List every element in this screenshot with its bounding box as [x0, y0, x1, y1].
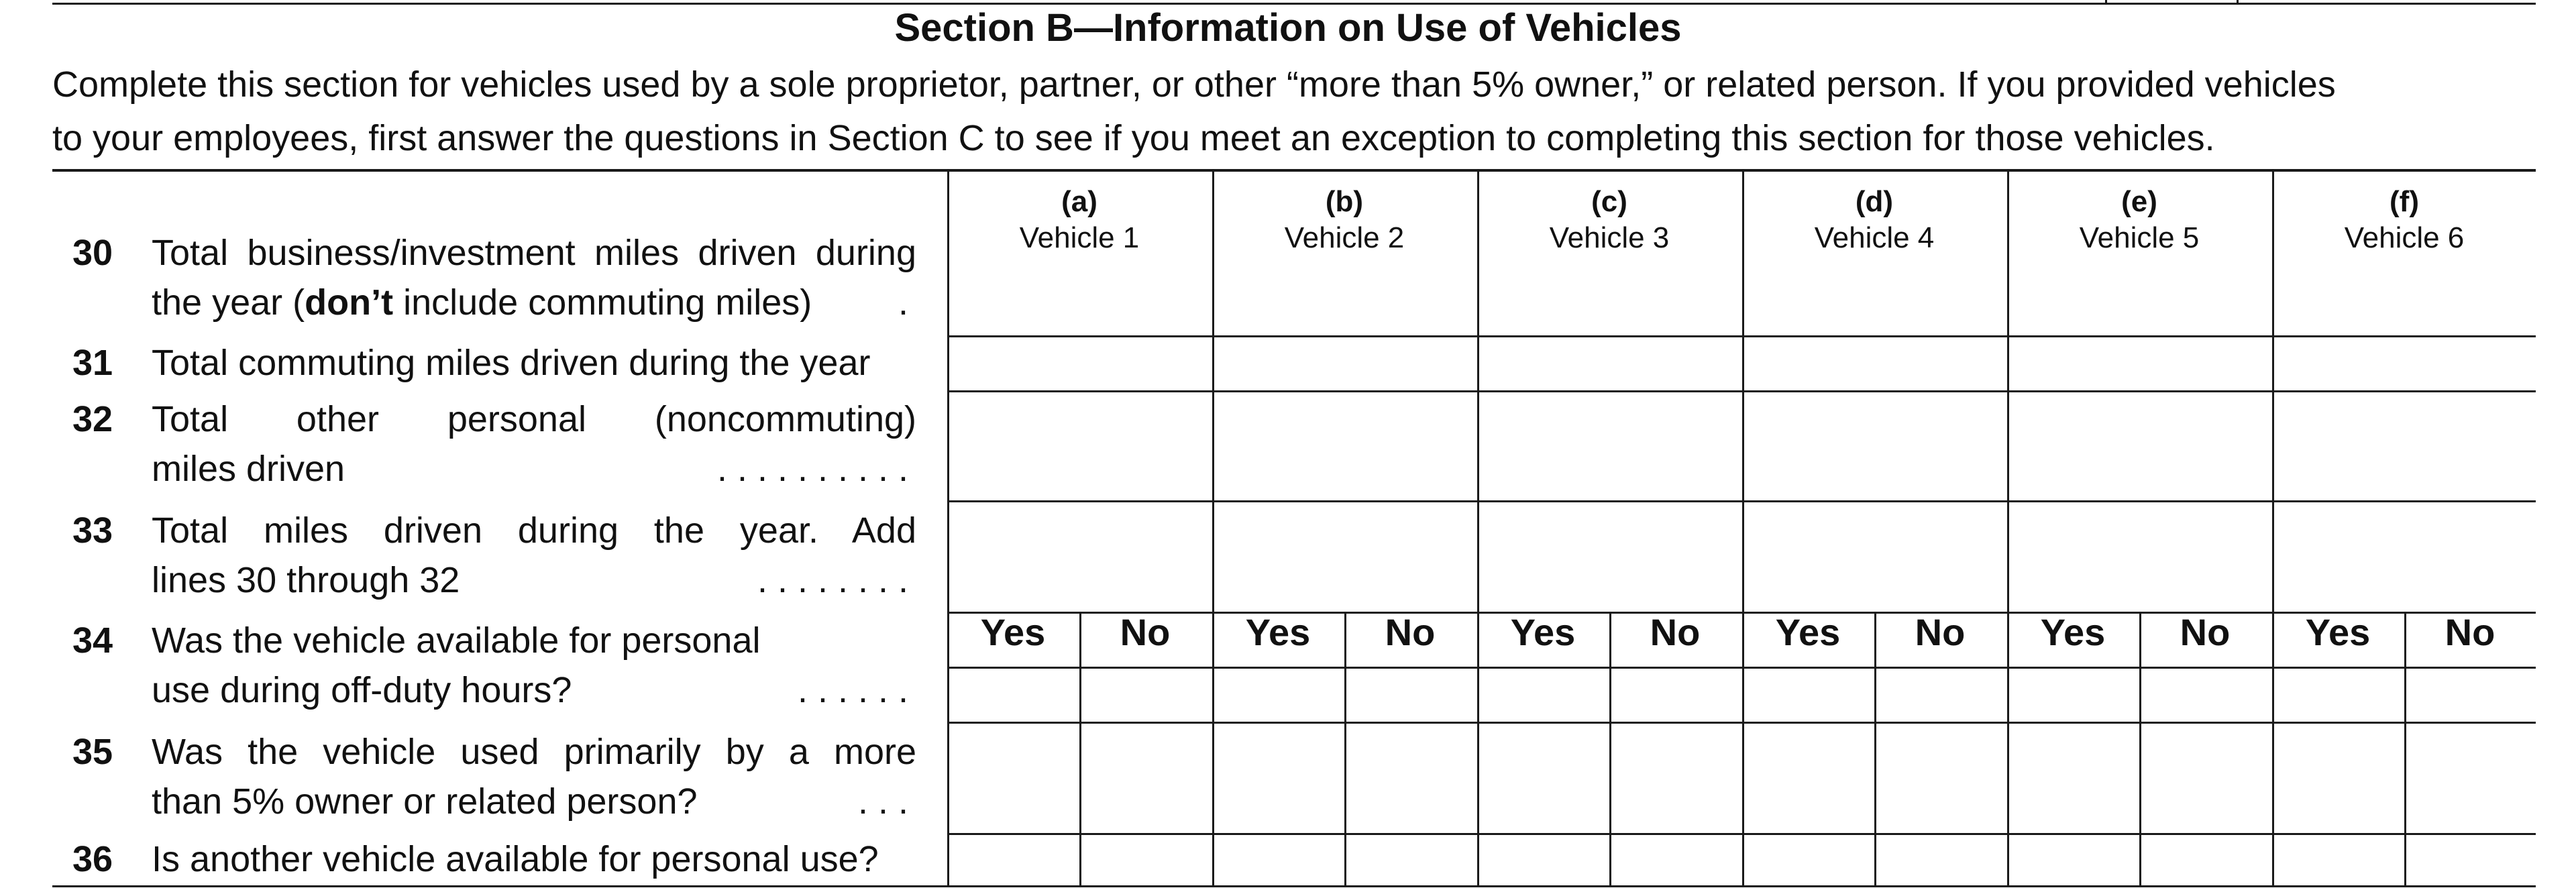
- checkbox-line-34-vehicle-6-no[interactable]: [2406, 669, 2536, 722]
- line-32-dots: . . . . . . . . . .: [716, 449, 908, 489]
- yes-label-b: Yes: [1245, 611, 1311, 653]
- no-label-c: No: [1650, 611, 1701, 653]
- line-number-36: 36: [72, 839, 113, 879]
- section-title: Section B—Information on Use of Vehicles: [894, 6, 1682, 50]
- checkbox-line-36-vehicle-4-yes[interactable]: [1744, 835, 1874, 885]
- entry-cell-line-33-vehicle-1[interactable]: [949, 502, 1212, 612]
- checkbox-line-35-vehicle-3-yes[interactable]: [1479, 724, 1609, 833]
- line-32-text-2: [152, 444, 916, 494]
- entry-cell-line-31-vehicle-4[interactable]: [1744, 337, 2007, 390]
- line-35-text-2: [152, 777, 916, 826]
- checkbox-line-36-vehicle-5-yes[interactable]: [2009, 835, 2139, 885]
- column-letter: (a): [1061, 185, 1097, 218]
- checkbox-line-36-vehicle-2-no[interactable]: [1346, 835, 1477, 885]
- line-35-text-2a: than 5% owner or related person?: [152, 781, 698, 822]
- top-tick-1: [2105, 0, 2107, 4]
- checkbox-line-35-vehicle-2-yes[interactable]: [1214, 724, 1344, 833]
- line-30-dots: .: [898, 282, 908, 323]
- line-35-dots: . . .: [857, 781, 908, 822]
- checkbox-line-35-vehicle-6-yes[interactable]: [2274, 724, 2404, 833]
- checkbox-line-34-vehicle-3-no[interactable]: [1611, 669, 1741, 722]
- checkbox-line-35-vehicle-3-no[interactable]: [1611, 724, 1741, 833]
- line-32-text-1: Total other personal (noncommuting): [152, 399, 916, 439]
- line-30-text-1: Total business/investment miles driven during: [152, 233, 916, 273]
- checkbox-line-34-vehicle-5-no[interactable]: [2141, 669, 2271, 722]
- line-33-text-2a: lines 30 through 32: [152, 560, 460, 600]
- entry-cell-line-33-vehicle-6[interactable]: [2274, 502, 2537, 612]
- entry-cell-line-32-vehicle-6[interactable]: [2274, 392, 2537, 500]
- entry-cell-line-33-vehicle-5[interactable]: [2009, 502, 2272, 612]
- line-number-33: 33: [72, 510, 113, 551]
- line-36-text: Is another vehicle available for personal use?: [152, 839, 879, 879]
- line-30-text-2a: the year (: [152, 282, 305, 323]
- line-30-emphasis: don’t: [305, 282, 394, 323]
- checkbox-line-35-vehicle-4-yes[interactable]: [1744, 724, 1874, 833]
- no-label-a: No: [1120, 611, 1171, 653]
- column-label: Vehicle 1: [1019, 221, 1140, 254]
- column-label: Vehicle 5: [2079, 221, 2200, 254]
- line-34-text-1: Was the vehicle available for personal: [152, 620, 761, 661]
- intro-line-2: to your employees, first answer the questions in Section C to see if you meet an exception to completing this section for those vehicles.: [52, 118, 2215, 158]
- checkbox-line-34-vehicle-4-no[interactable]: [1876, 669, 2006, 722]
- column-letter: (f): [2390, 185, 2419, 218]
- entry-cell-line-30-vehicle-3[interactable]: [1479, 172, 1742, 335]
- entry-cell-line-31-vehicle-2[interactable]: [1214, 337, 1477, 390]
- checkbox-line-36-vehicle-4-no[interactable]: [1876, 835, 2006, 885]
- checkbox-line-34-vehicle-3-yes[interactable]: [1479, 669, 1609, 722]
- column-letter: (c): [1591, 185, 1627, 218]
- checkbox-line-35-vehicle-1-no[interactable]: [1081, 724, 1212, 833]
- line-number-30: 30: [72, 233, 113, 273]
- entry-cell-line-31-vehicle-1[interactable]: [949, 337, 1212, 390]
- entry-cell-line-30-vehicle-4[interactable]: [1744, 172, 2007, 335]
- line-34-text-2a: use during off-duty hours?: [152, 670, 572, 710]
- column-letter: (e): [2121, 185, 2157, 218]
- entry-cell-line-32-vehicle-5[interactable]: [2009, 392, 2272, 500]
- entry-cell-line-30-vehicle-2[interactable]: [1214, 172, 1477, 335]
- yes-label-a: Yes: [980, 611, 1046, 653]
- checkbox-line-34-vehicle-2-yes[interactable]: [1214, 669, 1344, 722]
- line-32-text-2a: miles driven: [152, 449, 345, 489]
- checkbox-line-35-vehicle-6-no[interactable]: [2406, 724, 2536, 833]
- entry-cell-line-30-vehicle-5[interactable]: [2009, 172, 2272, 335]
- entry-cell-line-30-vehicle-1[interactable]: [949, 172, 1212, 335]
- checkbox-line-35-vehicle-5-no[interactable]: [2141, 724, 2271, 833]
- table-bottom-rule: [52, 885, 2536, 887]
- entry-cell-line-32-vehicle-2[interactable]: [1214, 392, 1477, 500]
- checkbox-line-36-vehicle-2-yes[interactable]: [1214, 835, 1344, 885]
- column-label: Vehicle 6: [2344, 221, 2465, 254]
- checkbox-line-36-vehicle-3-no[interactable]: [1611, 835, 1741, 885]
- column-label: Vehicle 4: [1814, 221, 1935, 254]
- yes-label-d: Yes: [1775, 611, 1841, 653]
- column-label: Vehicle 3: [1549, 221, 1670, 254]
- checkbox-line-34-vehicle-1-yes[interactable]: [949, 669, 1079, 722]
- checkbox-line-36-vehicle-6-yes[interactable]: [2274, 835, 2404, 885]
- line-33-dots: . . . . . . . .: [757, 560, 908, 600]
- entry-cell-line-33-vehicle-2[interactable]: [1214, 502, 1477, 612]
- checkbox-line-36-vehicle-1-no[interactable]: [1081, 835, 1212, 885]
- checkbox-line-34-vehicle-1-no[interactable]: [1081, 669, 1212, 722]
- line-30-text-2c: include commuting miles): [393, 282, 812, 323]
- entry-cell-line-30-vehicle-6[interactable]: [2274, 172, 2537, 335]
- checkbox-line-35-vehicle-1-yes[interactable]: [949, 724, 1079, 833]
- no-label-b: No: [1385, 611, 1436, 653]
- checkbox-line-34-vehicle-6-yes[interactable]: [2274, 669, 2404, 722]
- line-33-text-1: Total miles driven during the year. Add: [152, 510, 916, 551]
- line-35-text-1: Was the vehicle used primarily by a more: [152, 732, 916, 772]
- entry-cell-line-32-vehicle-4[interactable]: [1744, 392, 2007, 500]
- line-number-32: 32: [72, 399, 113, 439]
- no-label-e: No: [2180, 611, 2231, 653]
- entry-cell-line-33-vehicle-3[interactable]: [1479, 502, 1742, 612]
- entry-cell-line-31-vehicle-6[interactable]: [2274, 337, 2537, 390]
- checkbox-line-35-vehicle-5-yes[interactable]: [2009, 724, 2139, 833]
- no-label-f: No: [2445, 611, 2496, 653]
- checkbox-line-36-vehicle-5-no[interactable]: [2141, 835, 2271, 885]
- line-number-35: 35: [72, 732, 113, 772]
- checkbox-line-36-vehicle-1-yes[interactable]: [949, 835, 1079, 885]
- column-label: Vehicle 2: [1284, 221, 1405, 254]
- yes-label-c: Yes: [1510, 611, 1576, 653]
- column-letter: (b): [1325, 185, 1364, 218]
- entry-cell-line-31-vehicle-5[interactable]: [2009, 337, 2272, 390]
- entry-cell-line-32-vehicle-3[interactable]: [1479, 392, 1742, 500]
- yes-label-f: Yes: [2305, 611, 2371, 653]
- column-letter: (d): [1855, 185, 1894, 218]
- entry-cell-line-32-vehicle-1[interactable]: [949, 392, 1212, 500]
- top-tick-2: [2237, 0, 2239, 4]
- line-34-dots: . . . . . .: [797, 670, 908, 710]
- checkbox-line-34-vehicle-2-no[interactable]: [1346, 669, 1477, 722]
- line-number-34: 34: [72, 620, 113, 661]
- checkbox-line-34-vehicle-4-yes[interactable]: [1744, 669, 1874, 722]
- line-30-text-2: [152, 278, 916, 327]
- checkbox-line-35-vehicle-4-no[interactable]: [1876, 724, 2006, 833]
- top-rule: [52, 3, 2536, 5]
- line-33-text-2: [152, 555, 916, 605]
- line-31-text: Total commuting miles driven during the year: [152, 343, 871, 383]
- checkbox-line-35-vehicle-2-no[interactable]: [1346, 724, 1477, 833]
- line-number-31: 31: [72, 343, 113, 383]
- intro-line-1: Complete this section for vehicles used by a sole proprietor, partner, or other “more than 5% owner,” or related person. If you provided vehicles: [52, 64, 2336, 105]
- no-label-d: No: [1915, 611, 1966, 653]
- yes-label-e: Yes: [2040, 611, 2106, 653]
- checkbox-line-36-vehicle-3-yes[interactable]: [1479, 835, 1609, 885]
- checkbox-line-34-vehicle-5-yes[interactable]: [2009, 669, 2139, 722]
- checkbox-line-36-vehicle-6-no[interactable]: [2406, 835, 2536, 885]
- entry-cell-line-33-vehicle-4[interactable]: [1744, 502, 2007, 612]
- line-34-text-2: [152, 665, 916, 715]
- entry-cell-line-31-vehicle-3[interactable]: [1479, 337, 1742, 390]
